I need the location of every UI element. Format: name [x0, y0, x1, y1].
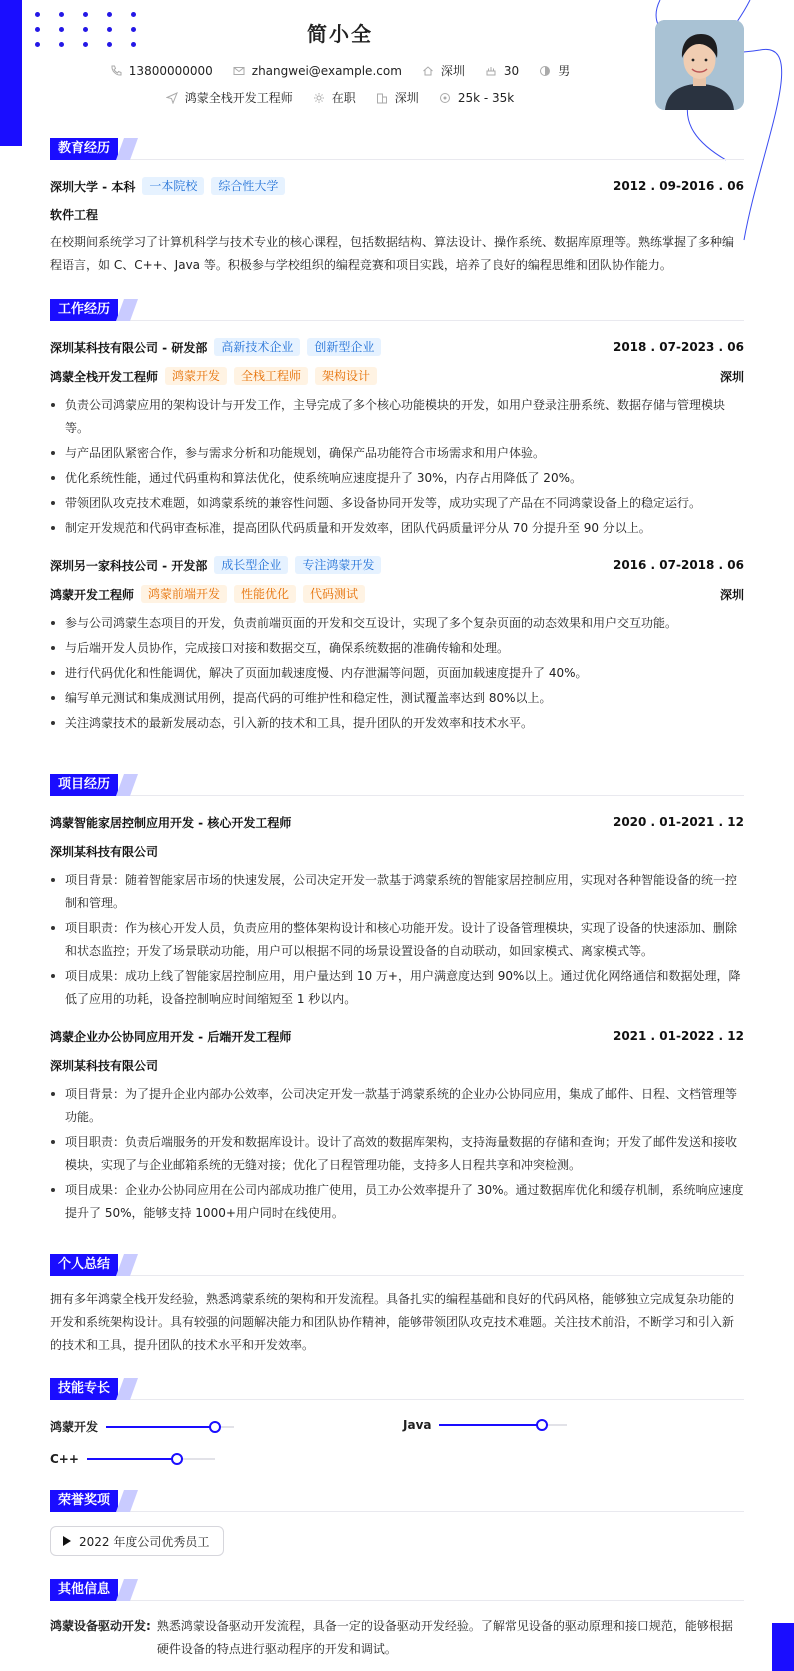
expected-city-item [376, 89, 419, 106]
work-company-row [50, 555, 744, 575]
section-title-skills [50, 1378, 744, 1400]
section-title-summary [50, 1254, 744, 1276]
list-item: 项目职责：作为核心开发人员，负责应用的整体架构设计和核心功能开发。设计了设备管理模块，实现了设备的快速添加、删除和状态监控；开发了场景联动功能，用户可以根据不同的场景设置设备的自动联动，如回家模式、离家模式等。 [50, 917, 744, 963]
candidate-name: 简小全 [307, 22, 373, 46]
list-item: 编写单元测试和集成测试用例，提高代码的可维护性和稳定性，测试覆盖率达到 80%以上。 [50, 687, 744, 710]
title-slant-decoration [116, 774, 138, 796]
company-tag: 专注鸿蒙开发 [295, 556, 381, 574]
email-item [233, 64, 402, 78]
company-name: 深圳某科技有限公司 - 研发部 [50, 340, 208, 355]
award-text: 2022 年度公司优秀员工 [79, 1534, 210, 1549]
position-tag: 鸿蒙前端开发 [141, 585, 227, 603]
contact-row [0, 62, 680, 79]
position-name: 鸿蒙开发工程师 [50, 587, 135, 602]
skill-fill [87, 1458, 177, 1460]
section-title-text: 个人总结 [50, 1254, 118, 1276]
projects-section [50, 774, 744, 1227]
section-title-text: 其他信息 [50, 1579, 118, 1601]
section-title-text: 教育经历 [50, 138, 118, 160]
skill-name: Java [403, 1418, 432, 1432]
list-item: 带领团队攻克技术难题，如鸿蒙系统的兼容性问题、多设备协同开发等，成功实现了产品在不同鸿蒙设备上的稳定运行。 [50, 492, 744, 515]
section-title-text: 技能专长 [50, 1378, 118, 1400]
award-item [50, 1526, 224, 1556]
school-name: 深圳大学 - 本科 [50, 179, 136, 194]
education-period: 2012 . 09-2016 . 06 [612, 179, 744, 193]
list-item: 关注鸿蒙技术的最新发展动态，引入新的技术和工具，提升团队的开发效率和技术水平。 [50, 712, 744, 735]
job-title-item [166, 89, 293, 106]
job-title-text: 鸿蒙全栈开发工程师 [184, 91, 293, 105]
project-header-row [50, 812, 744, 832]
summary-text: 拥有多年鸿蒙全栈开发经验，熟悉鸿蒙系统的架构和开发流程。具备扎实的编程基础和良好的代码风格，能够独立完成复杂功能的开发和系统架构设计。具有较强的问题解决能力和团队协作精神，能够带领团队攻克技术难题。关注技术前沿，不断学习和引入新的技术和工具，提升团队的技术水平和开发效率。 [50, 1292, 735, 1352]
position-name: 鸿蒙全栈开发工程师 [50, 369, 159, 384]
education-header-row [50, 176, 744, 196]
skill-track [87, 1458, 215, 1460]
other-info-label: 鸿蒙设备驱动开发: [50, 1619, 151, 1633]
resume-header [0, 0, 794, 130]
other-info-text: 熟悉鸿蒙设备驱动开发流程，具备一定的设备驱动开发经验。了解常见设备的驱动原理和接口规范，能够根据硬件设备的特点进行驱动程序的开发和调试。 [156, 1619, 733, 1656]
status-item [313, 89, 356, 106]
work-city: 深圳 [719, 369, 744, 384]
company-tag: 成长型企业 [214, 556, 288, 574]
list-item: 与产品团队紧密合作，参与需求分析和功能规划，确保产品功能符合市场需求和用户体验。 [50, 442, 744, 465]
title-slant-decoration [116, 1579, 138, 1601]
major-name: 软件工程 [50, 207, 99, 222]
work-period: 2018 . 07-2023 . 06 [612, 340, 744, 354]
work-duties-list [50, 612, 744, 735]
work-company-row [50, 337, 744, 357]
list-item: 与后端开发人员协作，完成接口对接和数据交互，确保系统数据的准确传输和处理。 [50, 637, 744, 660]
position-tag: 代码测试 [303, 585, 365, 603]
education-section [50, 138, 744, 277]
skill-fill [439, 1424, 541, 1426]
summary-section [50, 1254, 744, 1357]
phone-item [110, 64, 213, 78]
city-text: 深圳 [440, 64, 465, 78]
skill-knob [536, 1419, 548, 1431]
section-title-projects [50, 774, 744, 796]
section-title-education [50, 138, 744, 160]
project-period: 2020 . 01-2021 . 12 [612, 815, 744, 829]
section-title-text: 工作经历 [50, 299, 118, 321]
skills-section [50, 1378, 744, 1468]
list-item: 项目职责：负责后端服务的开发和数据库设计。设计了高效的数据库架构，支持海量数据的存储和查询；开发了邮件发送和接收模块，实现了与企业邮箱系统的无缝对接；优化了日程管理功能，支持多人日程共享和冲突检测。 [50, 1131, 744, 1177]
home-icon [422, 65, 434, 77]
age-text: 30 [503, 63, 520, 78]
skill-track [106, 1426, 234, 1428]
right-accent-bar [772, 1623, 794, 1671]
project-items-list [50, 869, 744, 1011]
list-item: 进行代码优化和性能调优，解决了页面加载速度慢、内存泄漏等问题，页面加载速度提升了 40%。 [50, 662, 744, 685]
list-item: 项目背景：为了提升企业内部办公效率，公司决定开发一款基于鸿蒙系统的企业办公协同应用，集成了邮件、日程、文档管理等功能。 [50, 1083, 744, 1129]
section-title-text: 荣誉奖项 [50, 1490, 118, 1512]
section-title-text: 项目经历 [50, 774, 118, 796]
school-tag: 综合性大学 [211, 177, 285, 195]
phone-text: 13800000000 [128, 63, 213, 78]
project-header-row [50, 1026, 744, 1046]
mail-icon [233, 65, 245, 77]
status-text: 在职 [331, 91, 356, 105]
title-slant-decoration [116, 138, 138, 160]
job-intent-row [0, 89, 680, 106]
project-period: 2021 . 01-2022 . 12 [612, 1029, 744, 1043]
project-items-list [50, 1083, 744, 1225]
position-tag: 全栈工程师 [234, 367, 308, 385]
avatar [655, 20, 744, 110]
work-duties-list [50, 394, 744, 540]
list-item: 参与公司鸿蒙生态项目的开发，负责前端页面的开发和交互设计，实现了多个复杂页面的动态效果和用户交互功能。 [50, 612, 744, 635]
expected-city-text: 深圳 [394, 91, 419, 105]
list-item: 项目背景：随着智能家居市场的快速发展，公司决定开发一款基于鸿蒙系统的智能家居控制应用，实现对各种智能设备的统一控制和管理。 [50, 869, 744, 915]
skill-knob [209, 1421, 221, 1433]
skill-name: 鸿蒙开发 [50, 1420, 99, 1434]
skill-item [50, 1418, 234, 1435]
cake-icon [485, 65, 497, 77]
list-item: 负责公司鸿蒙应用的架构设计与开发工作，主导完成了多个核心功能模块的开发，如用户登录注册系统、数据存储与管理模块等。 [50, 394, 744, 440]
title-slant-decoration [116, 1254, 138, 1276]
position-tag: 鸿蒙开发 [165, 367, 227, 385]
work-section [50, 299, 744, 737]
company-name: 深圳另一家科技公司 - 开发部 [50, 558, 208, 573]
project-company-row [50, 1055, 744, 1075]
title-slant-decoration [116, 1490, 138, 1512]
phone-icon [110, 65, 122, 77]
major-row [50, 204, 744, 224]
list-item: 制定开发规范和代码审查标准，提高团队代码质量和开发效率，团队代码质量评分从 70 分提升至 90 分以上。 [50, 517, 744, 540]
gear-icon [313, 92, 325, 104]
project-company: 深圳某科技有限公司 [50, 1058, 159, 1073]
company-tag: 高新技术企业 [214, 338, 300, 356]
position-tag: 架构设计 [315, 367, 377, 385]
section-title-awards [50, 1490, 744, 1512]
project-company-row [50, 841, 744, 861]
project-company: 深圳某科技有限公司 [50, 844, 159, 859]
send-icon [166, 92, 178, 104]
email-text: zhangwei@example.com [251, 63, 402, 78]
building-icon [376, 92, 388, 104]
salary-item [439, 91, 514, 105]
company-tag: 创新型企业 [307, 338, 381, 356]
gender-item [539, 62, 570, 79]
gender-icon [539, 65, 551, 77]
project-name: 鸿蒙企业办公协同应用开发 - 后端开发工程师 [50, 1029, 292, 1044]
other-info-row [50, 1615, 744, 1661]
project-name: 鸿蒙智能家居控制应用开发 - 核心开发工程师 [50, 815, 292, 830]
avatar-photo [655, 20, 744, 110]
coin-icon [439, 92, 451, 104]
salary-text: 25k - 35k [457, 90, 515, 105]
triangle-icon [63, 1536, 71, 1546]
age-item [485, 64, 519, 78]
title-slant-decoration [116, 1378, 138, 1400]
list-item: 优化系统性能，通过代码重构和算法优化，使系统响应速度提升了 30%，内存占用降低了 20%。 [50, 467, 744, 490]
awards-section [50, 1490, 744, 1560]
skill-knob [171, 1453, 183, 1465]
skill-fill [106, 1426, 215, 1428]
work-position-row [50, 584, 744, 604]
skill-item [403, 1418, 567, 1432]
section-title-work [50, 299, 744, 321]
position-tag: 性能优化 [234, 585, 296, 603]
title-slant-decoration [116, 299, 138, 321]
other-section [50, 1579, 744, 1661]
section-title-other [50, 1579, 744, 1601]
gender-text: 男 [558, 64, 571, 78]
city-item [422, 62, 465, 79]
school-tag: 一本院校 [142, 177, 204, 195]
skill-track [439, 1424, 567, 1426]
skill-name: C++ [50, 1452, 79, 1466]
skill-item [50, 1452, 215, 1466]
work-position-row [50, 366, 744, 386]
education-description: 在校期间系统学习了计算机科学与技术专业的核心课程，包括数据结构、算法设计、操作系统、数据库原理等。熟练掌握了多种编程语言，如 C、C++、Java 等。积极参与学校组织的编程竞赛和项目实践，培养了良好的编程思维和团队协作能力。 [50, 235, 735, 272]
list-item: 项目成果：企业办公协同应用在公司内部成功推广使用，员工办公效率提升了 30%。通过数据库优化和缓存机制，系统响应速度提升了 50%，能够支持 1000+用户同时在线使用。 [50, 1179, 744, 1225]
work-period: 2016 . 07-2018 . 06 [612, 558, 744, 572]
work-city: 深圳 [719, 587, 744, 602]
list-item: 项目成果：成功上线了智能家居控制应用，用户量达到 10 万+，用户满意度达到 90%以上。通过优化网络通信和数据处理，降低了应用的功耗，设备控制响应时间缩短至 1 秒以内。 [50, 965, 744, 1011]
